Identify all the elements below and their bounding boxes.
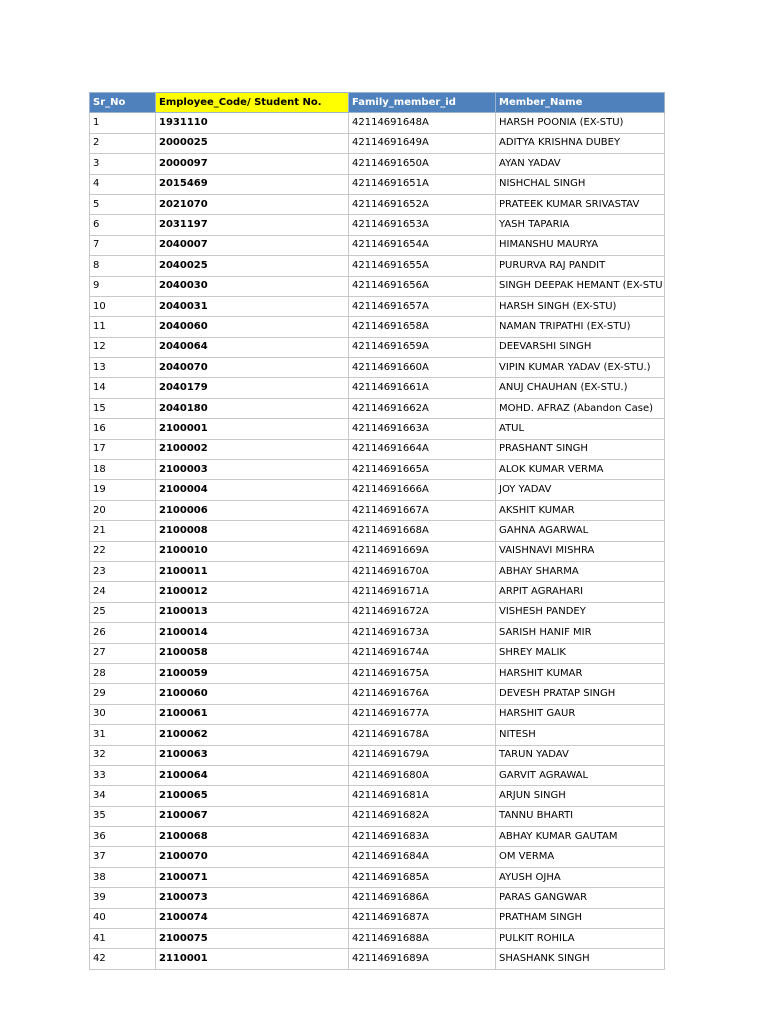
- cell-employee-code: 2100059: [156, 663, 349, 683]
- cell-family-member-id: 42114691649A: [349, 133, 496, 153]
- table-row: [90, 337, 665, 357]
- table-row: [90, 521, 665, 541]
- cell-family-member-id: 42114691662A: [349, 398, 496, 418]
- cell-employee-code: 2100011: [156, 561, 349, 581]
- table-row: [90, 725, 665, 745]
- cell-family-member-id: 42114691659A: [349, 337, 496, 357]
- cell-employee-code: 2100012: [156, 582, 349, 602]
- table-row: [90, 235, 665, 255]
- cell-family-member-id: 42114691688A: [349, 929, 496, 949]
- cell-employee-code: 2100071: [156, 867, 349, 887]
- cell-member-name: ARJUN SINGH: [496, 786, 665, 806]
- cell-member-name: ADITYA KRISHNA DUBEY: [496, 133, 665, 153]
- cell-member-name: NISHCHAL SINGH: [496, 174, 665, 194]
- cell-family-member-id: 42114691682A: [349, 806, 496, 826]
- cell-sr-no: 24: [90, 582, 156, 602]
- cell-sr-no: 27: [90, 643, 156, 663]
- table-row: [90, 582, 665, 602]
- table-row: [90, 439, 665, 459]
- cell-sr-no: 8: [90, 256, 156, 276]
- table-row: [90, 929, 665, 949]
- cell-employee-code: 2100075: [156, 929, 349, 949]
- cell-sr-no: 26: [90, 623, 156, 643]
- table-row: [90, 908, 665, 928]
- cell-employee-code: 2100065: [156, 786, 349, 806]
- table-row: [90, 378, 665, 398]
- cell-member-name: HARSHIT GAUR: [496, 704, 665, 724]
- table-row: [90, 419, 665, 439]
- cell-member-name: AKSHIT KUMAR: [496, 500, 665, 520]
- cell-family-member-id: 42114691676A: [349, 684, 496, 704]
- cell-sr-no: 1: [90, 113, 156, 133]
- cell-sr-no: 17: [90, 439, 156, 459]
- table-row: [90, 561, 665, 581]
- cell-family-member-id: 42114691675A: [349, 663, 496, 683]
- cell-sr-no: 19: [90, 480, 156, 500]
- cell-member-name: ABHAY SHARMA: [496, 561, 665, 581]
- cell-family-member-id: 42114691668A: [349, 521, 496, 541]
- table-row: [90, 888, 665, 908]
- cell-member-name: SHREY MALIK: [496, 643, 665, 663]
- cell-family-member-id: 42114691663A: [349, 419, 496, 439]
- cell-sr-no: 21: [90, 521, 156, 541]
- table-row: [90, 867, 665, 887]
- cell-employee-code: 1931110: [156, 113, 349, 133]
- cell-family-member-id: 42114691651A: [349, 174, 496, 194]
- cell-member-name: PULKIT ROHILA: [496, 929, 665, 949]
- cell-sr-no: 6: [90, 215, 156, 235]
- cell-employee-code: 2040064: [156, 337, 349, 357]
- table-row: [90, 847, 665, 867]
- cell-employee-code: 2100063: [156, 745, 349, 765]
- table-row: [90, 194, 665, 214]
- table-row: [90, 663, 665, 683]
- cell-family-member-id: 42114691667A: [349, 500, 496, 520]
- table-row: [90, 500, 665, 520]
- table-row: [90, 256, 665, 276]
- table-row: [90, 317, 665, 337]
- cell-sr-no: 28: [90, 663, 156, 683]
- cell-member-name: ANUJ CHAUHAN (EX-STU.): [496, 378, 665, 398]
- cell-employee-code: 2040060: [156, 317, 349, 337]
- cell-employee-code: 2040030: [156, 276, 349, 296]
- cell-family-member-id: 42114691657A: [349, 296, 496, 316]
- cell-family-member-id: 42114691671A: [349, 582, 496, 602]
- cell-employee-code: 2100008: [156, 521, 349, 541]
- cell-employee-code: 2100013: [156, 602, 349, 622]
- cell-member-name: VIPIN KUMAR YADAV (EX-STU.): [496, 358, 665, 378]
- cell-sr-no: 13: [90, 358, 156, 378]
- cell-member-name: PRATHAM SINGH: [496, 908, 665, 928]
- header-employee-code: Employee_Code/ Student No.: [156, 93, 349, 113]
- table-row: [90, 765, 665, 785]
- cell-family-member-id: 42114691652A: [349, 194, 496, 214]
- table-row: [90, 296, 665, 316]
- cell-family-member-id: 42114691673A: [349, 623, 496, 643]
- cell-family-member-id: 42114691653A: [349, 215, 496, 235]
- table-row: [90, 623, 665, 643]
- cell-employee-code: 2040025: [156, 256, 349, 276]
- cell-employee-code: 2021070: [156, 194, 349, 214]
- table-row: [90, 154, 665, 174]
- table-row: [90, 949, 665, 969]
- cell-employee-code: 2040180: [156, 398, 349, 418]
- cell-member-name: ARPIT AGRAHARI: [496, 582, 665, 602]
- cell-member-name: NITESH: [496, 725, 665, 745]
- cell-family-member-id: 42114691683A: [349, 827, 496, 847]
- table-row: [90, 480, 665, 500]
- cell-sr-no: 16: [90, 419, 156, 439]
- cell-sr-no: 11: [90, 317, 156, 337]
- table-row: [90, 358, 665, 378]
- cell-sr-no: 22: [90, 541, 156, 561]
- cell-sr-no: 4: [90, 174, 156, 194]
- cell-sr-no: 7: [90, 235, 156, 255]
- cell-family-member-id: 42114691678A: [349, 725, 496, 745]
- cell-employee-code: 2100068: [156, 827, 349, 847]
- cell-employee-code: 2110001: [156, 949, 349, 969]
- cell-sr-no: 15: [90, 398, 156, 418]
- cell-sr-no: 39: [90, 888, 156, 908]
- cell-family-member-id: 42114691665A: [349, 460, 496, 480]
- cell-sr-no: 2: [90, 133, 156, 153]
- cell-family-member-id: 42114691685A: [349, 867, 496, 887]
- header-row: [90, 93, 665, 113]
- cell-member-name: DEEVARSHI SINGH: [496, 337, 665, 357]
- cell-sr-no: 37: [90, 847, 156, 867]
- cell-member-name: HARSHIT KUMAR: [496, 663, 665, 683]
- cell-employee-code: 2040179: [156, 378, 349, 398]
- cell-family-member-id: 42114691655A: [349, 256, 496, 276]
- cell-employee-code: 2040031: [156, 296, 349, 316]
- cell-sr-no: 33: [90, 765, 156, 785]
- cell-family-member-id: 42114691656A: [349, 276, 496, 296]
- cell-member-name: HIMANSHU MAURYA: [496, 235, 665, 255]
- table-row: [90, 113, 665, 133]
- cell-employee-code: 2100061: [156, 704, 349, 724]
- table-row: [90, 684, 665, 704]
- cell-sr-no: 30: [90, 704, 156, 724]
- cell-family-member-id: 42114691686A: [349, 888, 496, 908]
- cell-employee-code: 2100004: [156, 480, 349, 500]
- cell-member-name: PRATEEK KUMAR SRIVASTAV: [496, 194, 665, 214]
- cell-family-member-id: 42114691680A: [349, 765, 496, 785]
- table-row: [90, 786, 665, 806]
- cell-sr-no: 41: [90, 929, 156, 949]
- cell-employee-code: 2100006: [156, 500, 349, 520]
- table-row: [90, 806, 665, 826]
- cell-employee-code: 2100058: [156, 643, 349, 663]
- table-row: [90, 215, 665, 235]
- cell-family-member-id: 42114691658A: [349, 317, 496, 337]
- cell-family-member-id: 42114691648A: [349, 113, 496, 133]
- cell-sr-no: 35: [90, 806, 156, 826]
- table-row: [90, 643, 665, 663]
- table-row: [90, 602, 665, 622]
- cell-member-name: NAMAN TRIPATHI (EX-STU): [496, 317, 665, 337]
- cell-family-member-id: 42114691670A: [349, 561, 496, 581]
- cell-employee-code: 2040007: [156, 235, 349, 255]
- cell-employee-code: 2015469: [156, 174, 349, 194]
- cell-sr-no: 20: [90, 500, 156, 520]
- cell-employee-code: 2100060: [156, 684, 349, 704]
- cell-member-name: JOY YADAV: [496, 480, 665, 500]
- cell-family-member-id: 42114691687A: [349, 908, 496, 928]
- cell-member-name: SHASHANK SINGH: [496, 949, 665, 969]
- cell-family-member-id: 42114691660A: [349, 358, 496, 378]
- header-member-name: Member_Name: [496, 93, 665, 113]
- cell-family-member-id: 42114691681A: [349, 786, 496, 806]
- table-row: [90, 460, 665, 480]
- cell-member-name: GARVIT AGRAWAL: [496, 765, 665, 785]
- header-sr-no: Sr_No: [90, 93, 156, 113]
- cell-member-name: MOHD. AFRAZ (Abandon Case): [496, 398, 665, 418]
- cell-sr-no: 40: [90, 908, 156, 928]
- cell-family-member-id: 42114691661A: [349, 378, 496, 398]
- cell-family-member-id: 42114691664A: [349, 439, 496, 459]
- cell-employee-code: 2100014: [156, 623, 349, 643]
- cell-sr-no: 9: [90, 276, 156, 296]
- table-row: [90, 276, 665, 296]
- cell-member-name: HARSH SINGH (EX-STU): [496, 296, 665, 316]
- cell-sr-no: 31: [90, 725, 156, 745]
- cell-employee-code: 2100064: [156, 765, 349, 785]
- member-table: [89, 92, 665, 970]
- cell-family-member-id: 42114691669A: [349, 541, 496, 561]
- cell-employee-code: 2100067: [156, 806, 349, 826]
- cell-sr-no: 3: [90, 154, 156, 174]
- cell-sr-no: 12: [90, 337, 156, 357]
- table-row: [90, 704, 665, 724]
- cell-employee-code: 2000025: [156, 133, 349, 153]
- cell-sr-no: 23: [90, 561, 156, 581]
- cell-member-name: ATUL: [496, 419, 665, 439]
- cell-sr-no: 36: [90, 827, 156, 847]
- cell-family-member-id: 42114691650A: [349, 154, 496, 174]
- cell-member-name: SINGH DEEPAK HEMANT (EX-STU: [496, 276, 665, 296]
- cell-family-member-id: 42114691677A: [349, 704, 496, 724]
- table-row: [90, 541, 665, 561]
- header-family-member-id: Family_member_id: [349, 93, 496, 113]
- table-row: [90, 174, 665, 194]
- cell-member-name: VAISHNAVI MISHRA: [496, 541, 665, 561]
- cell-member-name: YASH TAPARIA: [496, 215, 665, 235]
- cell-member-name: PARAS GANGWAR: [496, 888, 665, 908]
- table-row: [90, 398, 665, 418]
- cell-member-name: DEVESH PRATAP SINGH: [496, 684, 665, 704]
- cell-employee-code: 2100010: [156, 541, 349, 561]
- cell-family-member-id: 42114691672A: [349, 602, 496, 622]
- cell-employee-code: 2100001: [156, 419, 349, 439]
- cell-member-name: ABHAY KUMAR GAUTAM: [496, 827, 665, 847]
- cell-member-name: HARSH POONIA (EX-STU): [496, 113, 665, 133]
- table-row: [90, 745, 665, 765]
- cell-employee-code: 2100003: [156, 460, 349, 480]
- cell-family-member-id: 42114691689A: [349, 949, 496, 969]
- cell-sr-no: 25: [90, 602, 156, 622]
- cell-sr-no: 29: [90, 684, 156, 704]
- cell-employee-code: 2100070: [156, 847, 349, 867]
- cell-family-member-id: 42114691684A: [349, 847, 496, 867]
- cell-employee-code: 2100073: [156, 888, 349, 908]
- cell-employee-code: 2100074: [156, 908, 349, 928]
- cell-employee-code: 2040070: [156, 358, 349, 378]
- cell-sr-no: 5: [90, 194, 156, 214]
- cell-sr-no: 10: [90, 296, 156, 316]
- cell-member-name: PRASHANT SINGH: [496, 439, 665, 459]
- cell-employee-code: 2100002: [156, 439, 349, 459]
- cell-family-member-id: 42114691654A: [349, 235, 496, 255]
- cell-sr-no: 14: [90, 378, 156, 398]
- cell-member-name: TANNU BHARTI: [496, 806, 665, 826]
- cell-member-name: TARUN YADAV: [496, 745, 665, 765]
- cell-sr-no: 18: [90, 460, 156, 480]
- cell-member-name: AYUSH OJHA: [496, 867, 665, 887]
- cell-sr-no: 38: [90, 867, 156, 887]
- cell-member-name: ALOK KUMAR VERMA: [496, 460, 665, 480]
- cell-family-member-id: 42114691666A: [349, 480, 496, 500]
- cell-member-name: PURURVA RAJ PANDIT: [496, 256, 665, 276]
- cell-member-name: VISHESH PANDEY: [496, 602, 665, 622]
- cell-employee-code: 2000097: [156, 154, 349, 174]
- cell-member-name: SARISH HANIF MIR: [496, 623, 665, 643]
- cell-sr-no: 34: [90, 786, 156, 806]
- cell-employee-code: 2031197: [156, 215, 349, 235]
- cell-family-member-id: 42114691674A: [349, 643, 496, 663]
- cell-family-member-id: 42114691679A: [349, 745, 496, 765]
- cell-sr-no: 32: [90, 745, 156, 765]
- cell-member-name: OM VERMA: [496, 847, 665, 867]
- cell-sr-no: 42: [90, 949, 156, 969]
- table-row: [90, 827, 665, 847]
- cell-employee-code: 2100062: [156, 725, 349, 745]
- cell-member-name: GAHNA AGARWAL: [496, 521, 665, 541]
- table-row: [90, 133, 665, 153]
- cell-member-name: AYAN YADAV: [496, 154, 665, 174]
